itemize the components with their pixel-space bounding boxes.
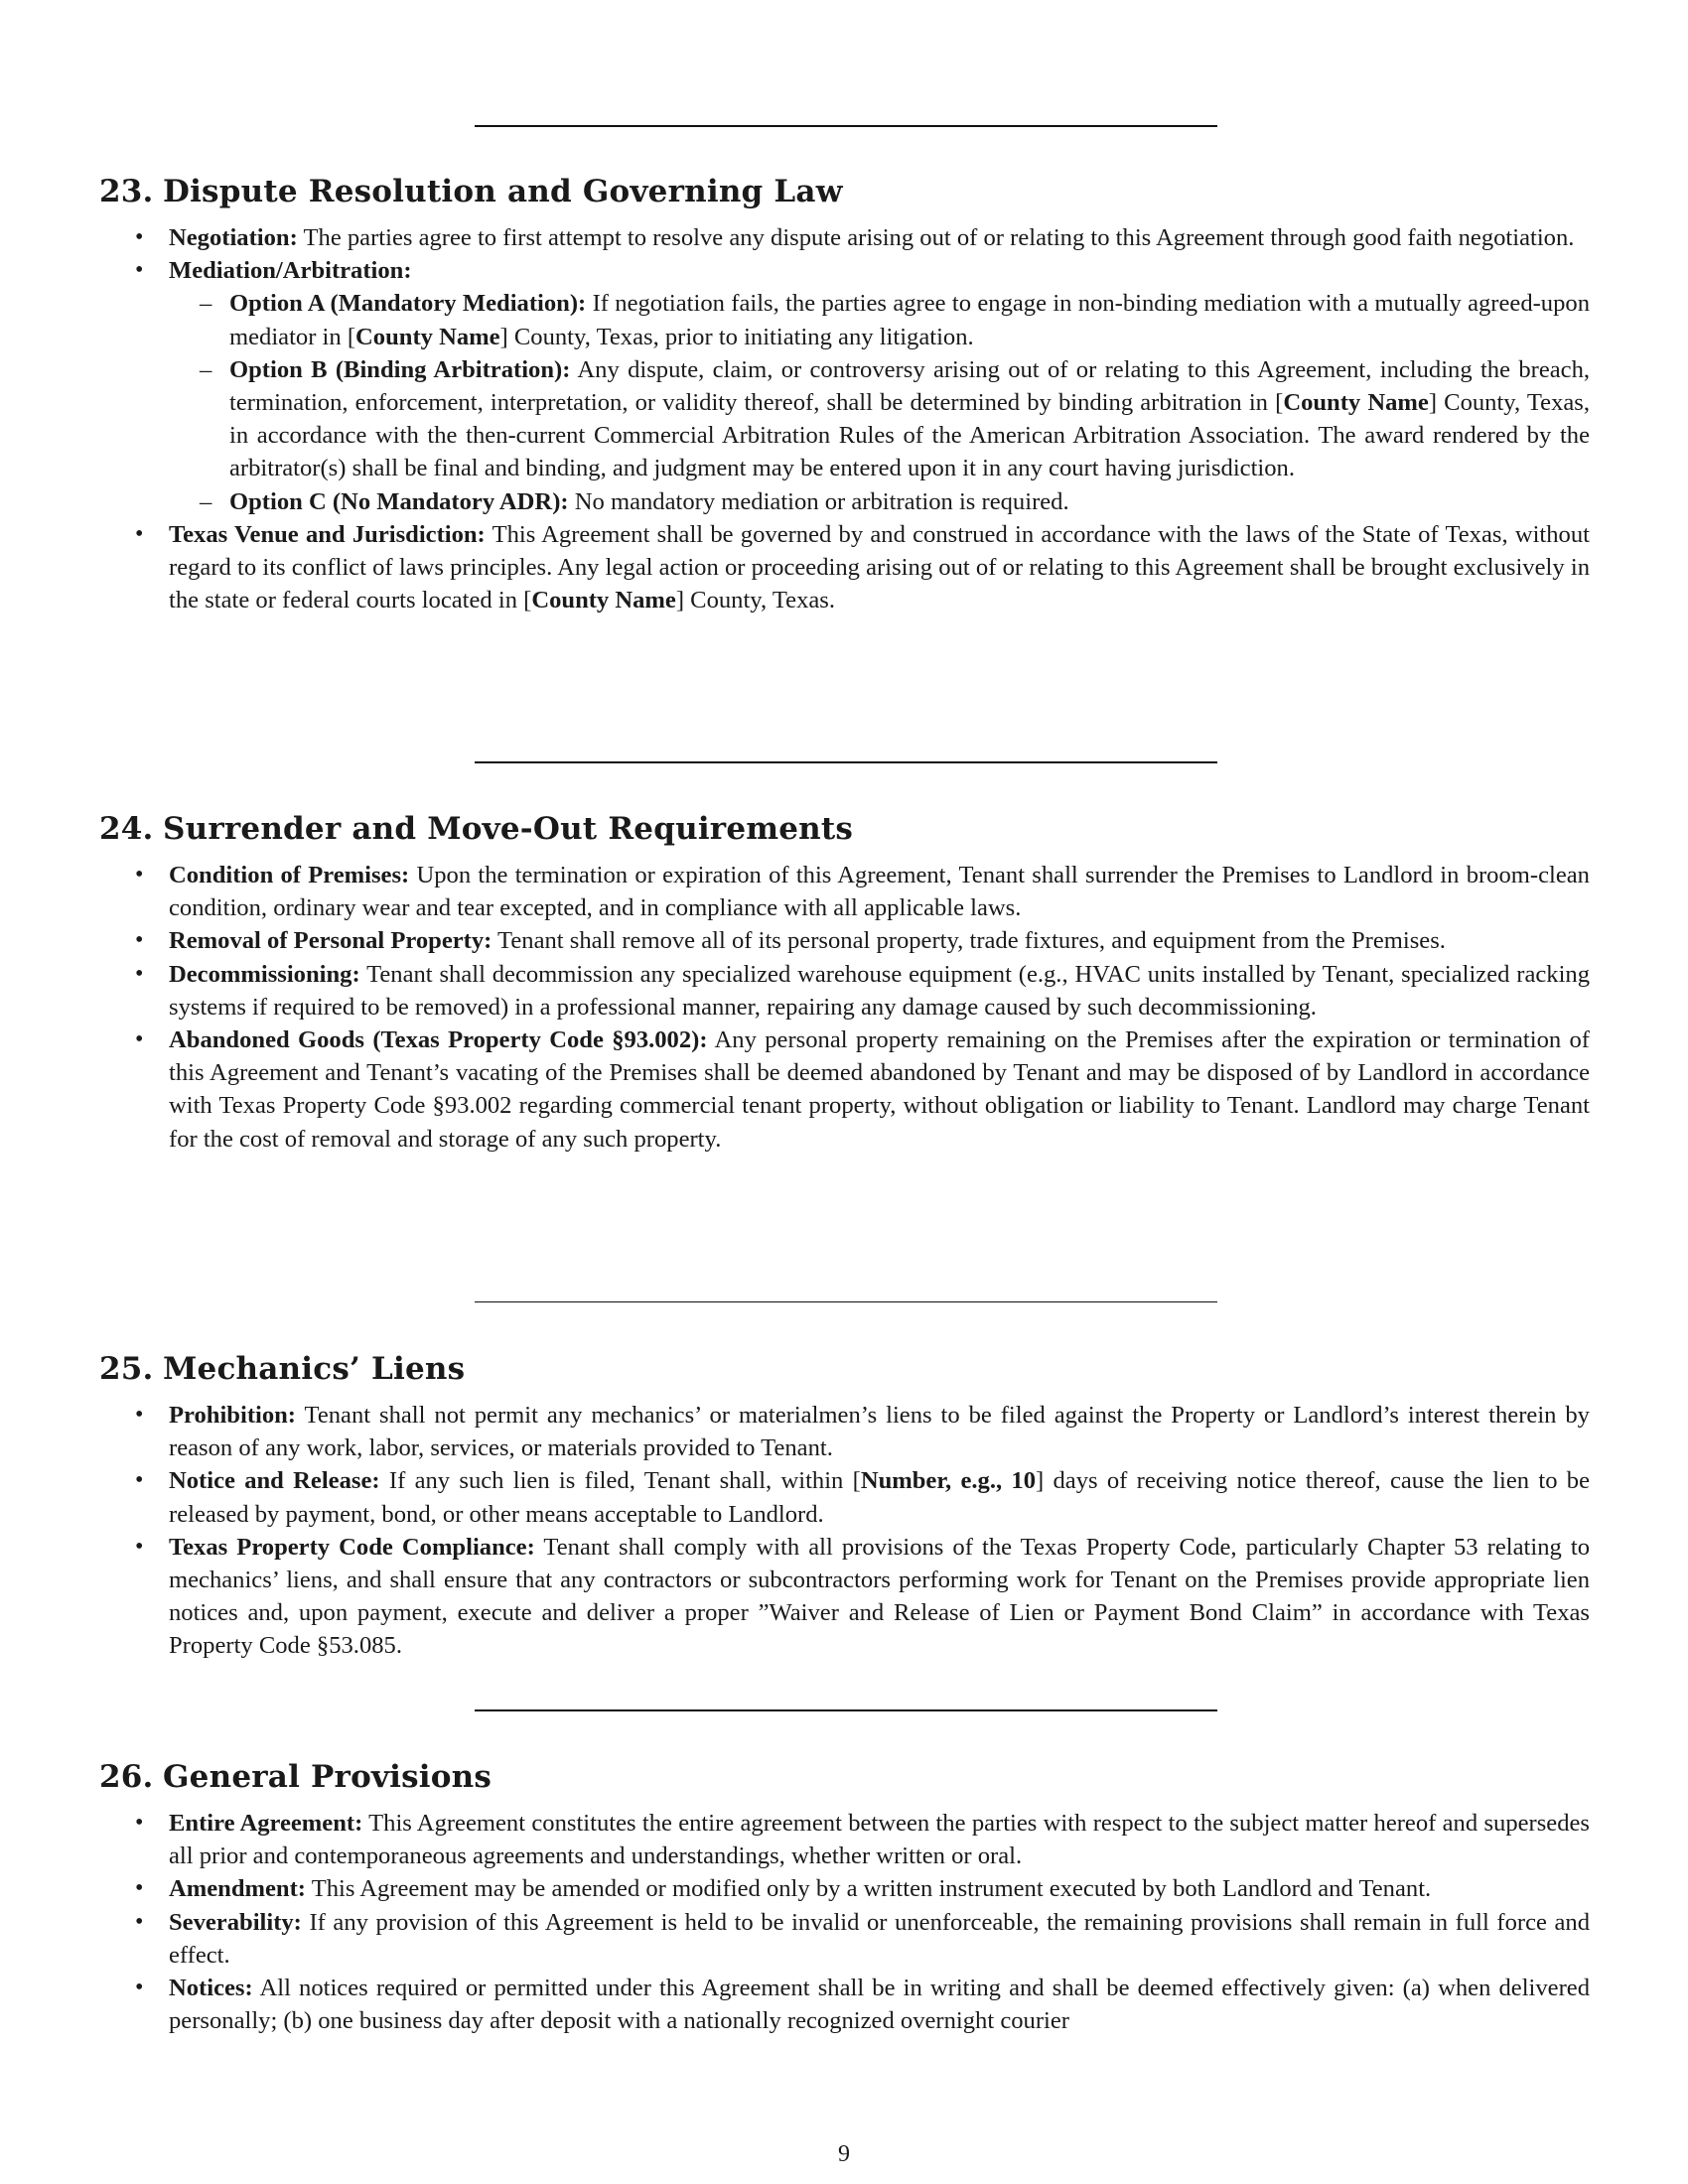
list-item: • Condition of Premises: Upon the termination or expiration of this Agreement, Tenant shall surrender the Premises to Landlord in broom-clean condition, ordinary wear and tear excepted, and in compliance with all applicable laws. — [99, 859, 1590, 924]
section-divider — [475, 1301, 1217, 1302]
bullet-list — [99, 859, 1589, 1156]
list-item: • Notices: All notices required or permitted under this Agreement shall be in writing and shall be deemed effectively given: (a) when delivered personally; (b) one business day after deposit with a nationally recognized overnight courier — [99, 1972, 1590, 2037]
bullet-list — [99, 221, 1589, 616]
bullet-list — [99, 1399, 1589, 1663]
list-item: • Texas Venue and Jurisdiction: This Agreement shall be governed by and construed in accordance with the laws of the State of Texas, without regard to its conflict of laws principles. Any legal action or proceeding arising out of or relating to this Agreement shall be brought exclusively in the state or federal courts located in [County Name] County, Texas. — [99, 518, 1590, 617]
section-24 — [99, 809, 1589, 1156]
list-item: • Negotiation: The parties agree to first attempt to resolve any dispute arising out of or relating to this Agreement through good faith negotiation. — [99, 221, 1590, 254]
bullet-list — [99, 1807, 1589, 2037]
section-divider — [475, 1709, 1217, 1711]
sub-list-item: – Option C (No Mandatory ADR): No mandatory mediation or arbitration is required. — [169, 485, 1590, 518]
section-heading: 25. Mechanics’ Liens — [99, 1351, 466, 1387]
list-item: • Entire Agreement: This Agreement constitutes the entire agreement between the parties with respect to the subject matter hereof and supersedes all prior and contemporaneous agreements and understandings, whether written or oral. — [99, 1807, 1590, 1872]
section-heading: 26. General Provisions — [99, 1759, 492, 1795]
section-heading: 23. Dispute Resolution and Governing Law — [99, 174, 843, 209]
list-item: • Prohibition: Tenant shall not permit any mechanics’ or materialmen’s liens to be filed against the Property or Landlord’s interest therein by reason of any work, labor, services, or materials provided to Tenant. — [99, 1399, 1590, 1464]
section-divider — [475, 761, 1217, 763]
page-number: 9 — [838, 2141, 850, 2167]
list-item: • Amendment: This Agreement may be amended or modified only by a written instrument executed by both Landlord and Tenant. — [99, 1872, 1590, 1905]
section-divider — [475, 125, 1217, 127]
section-25 — [99, 1349, 1589, 1663]
list-item: • Severability: If any provision of this Agreement is held to be invalid or unenforceable, the remaining provisions shall remain in full force and effect. — [99, 1906, 1590, 1972]
list-item: • Abandoned Goods (Texas Property Code §93.002): Any personal property remaining on the Premises after the expiration or termination of this Agreement and Tenant’s vacating of the Premises shall be deemed abandoned by Tenant and may be disposed of by Landlord in accordance with Texas Property Code §93.002 regarding commercial tenant property, without obligation or liability to Tenant. Landlord may charge Tenant for the cost of removal and storage of any such property. — [99, 1024, 1590, 1156]
sub-list — [99, 287, 1590, 517]
list-item: • Decommissioning: Tenant shall decommission any specialized warehouse equipment (e.g., HVAC units installed by Tenant, specialized racking systems if required to be removed) in a professional manner, repairing any damage caused by such decommissioning. — [99, 958, 1590, 1024]
list-item: • Notice and Release: If any such lien is filed, Tenant shall, within [Number, e.g., 10] days of receiving notice thereof, cause the lien to be released by payment, bond, or other means acceptable to Landlord. — [99, 1464, 1590, 1530]
sub-list-item: – Option A (Mandatory Mediation): If negotiation fails, the parties agree to engage in non-binding mediation with a mutually agreed-upon mediator in [County Name] County, Texas, prior to initiating any litigation. — [169, 287, 1590, 352]
list-item: • Texas Property Code Compliance: Tenant shall comply with all provisions of the Texas Property Code, particularly Chapter 53 relating to mechanics’ liens, and shall ensure that any contractors or subcontractors performing work for Tenant on the Premises provide appropriate lien notices and, upon payment, execute and deliver a proper ”Waiver and Release of Lien or Payment Bond Claim” in accordance with Texas Property Code §53.085. — [99, 1531, 1590, 1663]
section-23 — [99, 172, 1589, 616]
section-heading: 24. Surrender and Move-Out Requirements — [99, 811, 854, 847]
sub-list-item: – Option B (Binding Arbitration): Any dispute, claim, or controversy arising out of or relating to this Agreement, including the breach, termination, enforcement, interpretation, or validity thereof, shall be determined by binding arbitration in [County Name] County, Texas, in accordance with the then-current Commercial Arbitration Rules of the American Arbitration Association. The award rendered by the arbitrator(s) shall be final and binding, and judgment may be entered upon it in any court having jurisdiction. — [169, 353, 1590, 485]
list-item: • Removal of Personal Property: Tenant shall remove all of its personal property, trade fixtures, and equipment from the Premises. — [99, 924, 1590, 957]
list-item: • Mediation/Arbitration: – Option A (Mandatory Mediation): If negotiation fails, the parties agree to engage in non-binding mediation with a mutually agreed-upon mediator in [County Name] County, Texas, prior to initiating any litigation. – Option B (Binding Arbitration): Any dispute, claim, or controversy arising out of or relating to this Agreement, including the breach, termination, enforcement, interpretation, or validity thereof, shall be determined by binding arbitration in [County Name] County, Texas, in accordance with the then-current Commercial Arbitration Rules of the American Arbitration Association. The award rendered by the arbitrator(s) shall be final and binding, and judgment may be entered upon it in any court having jurisdiction. – Option C (No Mandatory ADR): No mandatory mediation or arbitration is required. — [99, 254, 1590, 518]
section-26 — [99, 1757, 1589, 2037]
